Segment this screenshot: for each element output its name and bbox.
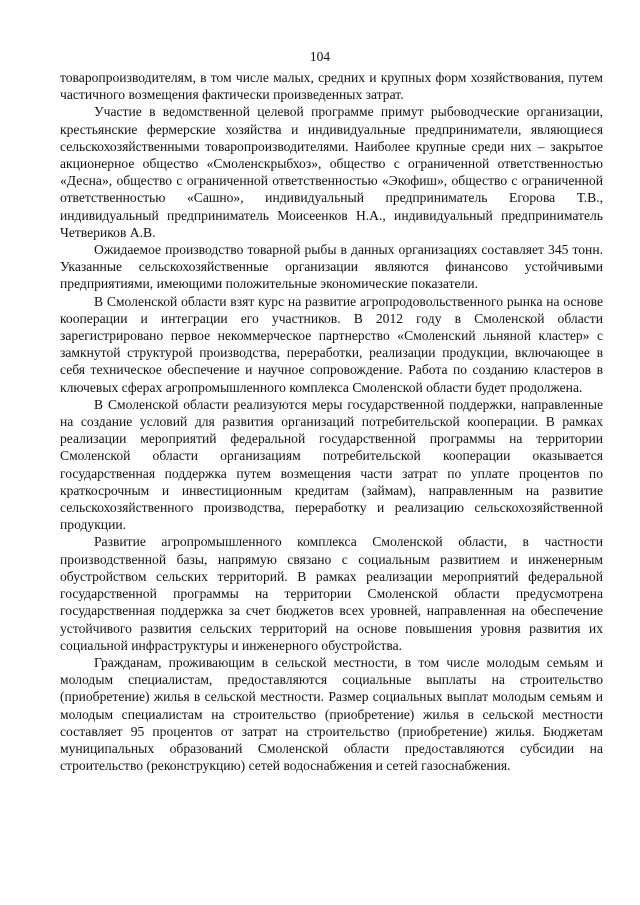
page-number: 104: [309, 49, 331, 64]
paragraph-consumer-cooperation-support: В Смоленской области реализуются меры государственной поддержки, направленные на создание условий для развития организаций потребительской кооперации. В рамках реализации мероприятий федеральной государственной программы на территории Смоленской области организациям потребительской кооперации оказывается государственная поддержка путем возмещения части затрат по уплате процентов по краткосрочным и инвестиционным кредитам (займам), направленным на развитие сельскохозяйственного производства, переработку и реализацию сельскохозяйственной продукции.: [60, 396, 603, 533]
paragraph-rural-development: Развитие агропромышленного комплекса Смоленской области, в частности производственной базы, напрямую связано с социальным развитием и инженерным обустройством сельских территорий. В рамках реализации мероприятий федеральной государственной программы на территории Смоленской области предусмотрена государственная поддержка за счет бюджетов всех уровней, направленная на обеспечение устойчивого развития сельских территорий на основе повышения уровня развития их социальной инфраструктуры и инженерного обустройства.: [60, 534, 603, 653]
paragraph-fish-farming-participants: Участие в ведомственной целевой программе примут рыбоводческие организации, крестьянские фермерские хозяйства и индивидуальные предприниматели, являющиеся сельскохозяйственными товаропроизводителями. Наиболее крупные среди них – закрытое акционерное общество «Смоленскрыбхоз», общество с ограниченной ответственностью «Десна», общество с ограниченной ответственностью «Экофиш», общество с ограниченной ответственностью «Сашно», индивидуальный предприниматель Егорова Т.В., индивидуальный предприниматель Моисеенков Н.А., индивидуальный предприниматель Четвериков А.В.: [60, 104, 603, 240]
paragraph-expected-fish-production: Ожидаемое производство товарной рыбы в данных организациях составляет 345 тонн. Указанные сельскохозяйственные организации являются финансово устойчивыми предприятиями, имеющими положительные экономические показатели.: [60, 242, 603, 292]
paragraph-continuation: товаропроизводителям, в том числе малых, средних и крупных форм хозяйствования, путем частичного возмещения фактически произведенных затрат.: [60, 70, 603, 103]
paragraph-agri-food-market-cluster: В Смоленской области взят курс на развитие агропродовольственного рынка на основе кооперации и интеграции его участников. В 2012 году в Смоленской области зарегистрировано первое некоммерческое партнерство «Смоленский льняной кластер» с замкнутой структурой производства, переработки, реализации продукции, включающее в себя техническое обеспечение и научное сопровождение. Работа по созданию кластеров в ключевых сферах агропромышленного комплекса Смоленской области будет продолжена.: [60, 293, 603, 395]
paragraph-rural-housing-subsidies: Гражданам, проживающим в сельской местности, в том числе молодым семьям и молодым специалистам, предоставляются социальные выплаты на строительство (приобретение) жилья в сельской местности. Размер социальных выплат молодым семьям и молодым специалистам на строительство (приобретение) жилья в сельской местности составляет 95 процентов от затрат на строительство (приобретение) жилья. Бюджетам муниципальных образований Смоленской области предоставляются субсидии на строительство (реконструкцию) сетей водоснабжения и сетей газоснабжения.: [60, 654, 603, 774]
document-body: [60, 69, 603, 774]
